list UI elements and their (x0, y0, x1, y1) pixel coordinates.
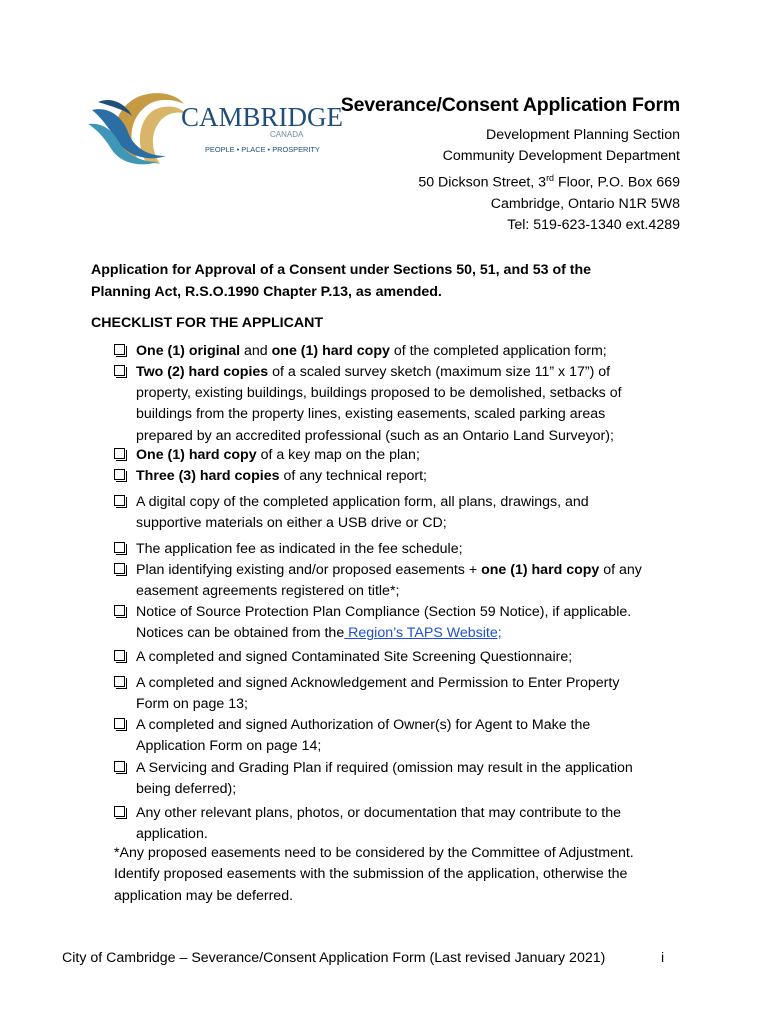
checklist-item: Any other relevant plans, photos, or documentation that may contribute to the application. (114, 803, 694, 845)
checkbox[interactable] (114, 605, 125, 616)
checklist-item: A digital copy of the completed application form, all plans, drawings, and supportive materials on either a USB drive or CD; (114, 492, 694, 534)
intro-line: Planning Act, R.S.O.1990 Chapter P.13, as amended. (91, 283, 442, 300)
intro-line: Application for Approval of a Consent under Sections 50, 51, and 53 of the (91, 262, 592, 278)
checklist-item: Plan identifying existing and/or proposed easements + one (1) hard copy of any easement agreements registered on title*; (114, 560, 694, 602)
checklist-item: A completed and signed Acknowledgement and Permission to Enter Property Form on page 13; (114, 673, 694, 715)
address-line: 50 Dickson Street, 3rd Floor, P.O. Box 669 (418, 172, 680, 191)
checkbox[interactable] (114, 448, 125, 459)
checklist-item: A Servicing and Grading Plan if required (omission may result in the application being deferred); (114, 758, 694, 800)
checklist-item: The application fee as indicated in the fee schedule; (114, 539, 694, 560)
address-line: Community Development Department (442, 148, 680, 165)
checkbox[interactable] (114, 365, 125, 376)
svg-text:CAMBRIDGE: CAMBRIDGE (181, 102, 344, 132)
checkbox[interactable] (114, 650, 125, 661)
svg-text:CANADA: CANADA (270, 130, 304, 139)
page-footer: City of Cambridge – Severance/Consent Application Form (Last revised January 2021) (62, 950, 606, 966)
address-line: Development Planning Section (485, 127, 680, 143)
address-block (418, 125, 680, 236)
checkbox[interactable] (114, 676, 125, 687)
address-line: Tel: 519-623-1340 ext.4289 (507, 216, 680, 233)
checklist-item: Notice of Source Protection Plan Compliance (Section 59 Notice), if applicable. Notices can be obtained from the Region’s TAPS Website; (114, 602, 694, 644)
application-intro (91, 260, 691, 303)
checklist-item: A completed and signed Authorization of Owner(s) for Agent to Make the Application Form on page 14; (114, 715, 694, 757)
address-line: Cambridge, Ontario N1R 5W8 (490, 195, 680, 212)
checkbox[interactable] (114, 806, 125, 817)
checkbox[interactable] (114, 344, 125, 355)
page-number: i (661, 950, 665, 966)
checklist-item: Three (3) hard copies of any technical report; (114, 466, 694, 487)
checklist-item: A completed and signed Contaminated Site Screening Questionnaire; (114, 647, 694, 668)
taps-website-link[interactable]: Region’s TAPS Website; (344, 625, 502, 642)
checkbox[interactable] (114, 495, 125, 506)
checklist-heading: CHECKLIST FOR THE APPLICANT (91, 315, 323, 331)
checklist-item: One (1) original and one (1) hard copy of the completed application form; (114, 341, 694, 362)
cambridge-logo-graphic (88, 86, 344, 168)
easement-footnote: *Any proposed easements need to be considered by the Committee of Adjustment. Identify proposed easements with the submission of the application, otherwise the application may be deferred. (114, 845, 634, 904)
checkbox[interactable] (114, 542, 125, 553)
checklist-item: Two (2) hard copies of a scaled survey sketch (maximum size 11” x 17”) of property, existing buildings, buildings proposed to be demolished, setbacks of buildings from the property lines, existing easements, scaled parking areas prepared by an accredited professional (such as an Ontario Land Surveyor); (114, 362, 694, 447)
checklist-item: One (1) hard copy of a key map on the plan; (114, 445, 694, 466)
page-title: Severance/Consent Application Form (340, 94, 680, 116)
checkbox[interactable] (114, 469, 125, 480)
checkbox[interactable] (114, 761, 125, 772)
checkbox[interactable] (114, 563, 125, 574)
cambridge-logo (88, 86, 344, 168)
checkbox[interactable] (114, 718, 125, 729)
svg-text:PEOPLE • PLACE • PROSPERITY: PEOPLE • PLACE • PROSPERITY (205, 145, 320, 154)
